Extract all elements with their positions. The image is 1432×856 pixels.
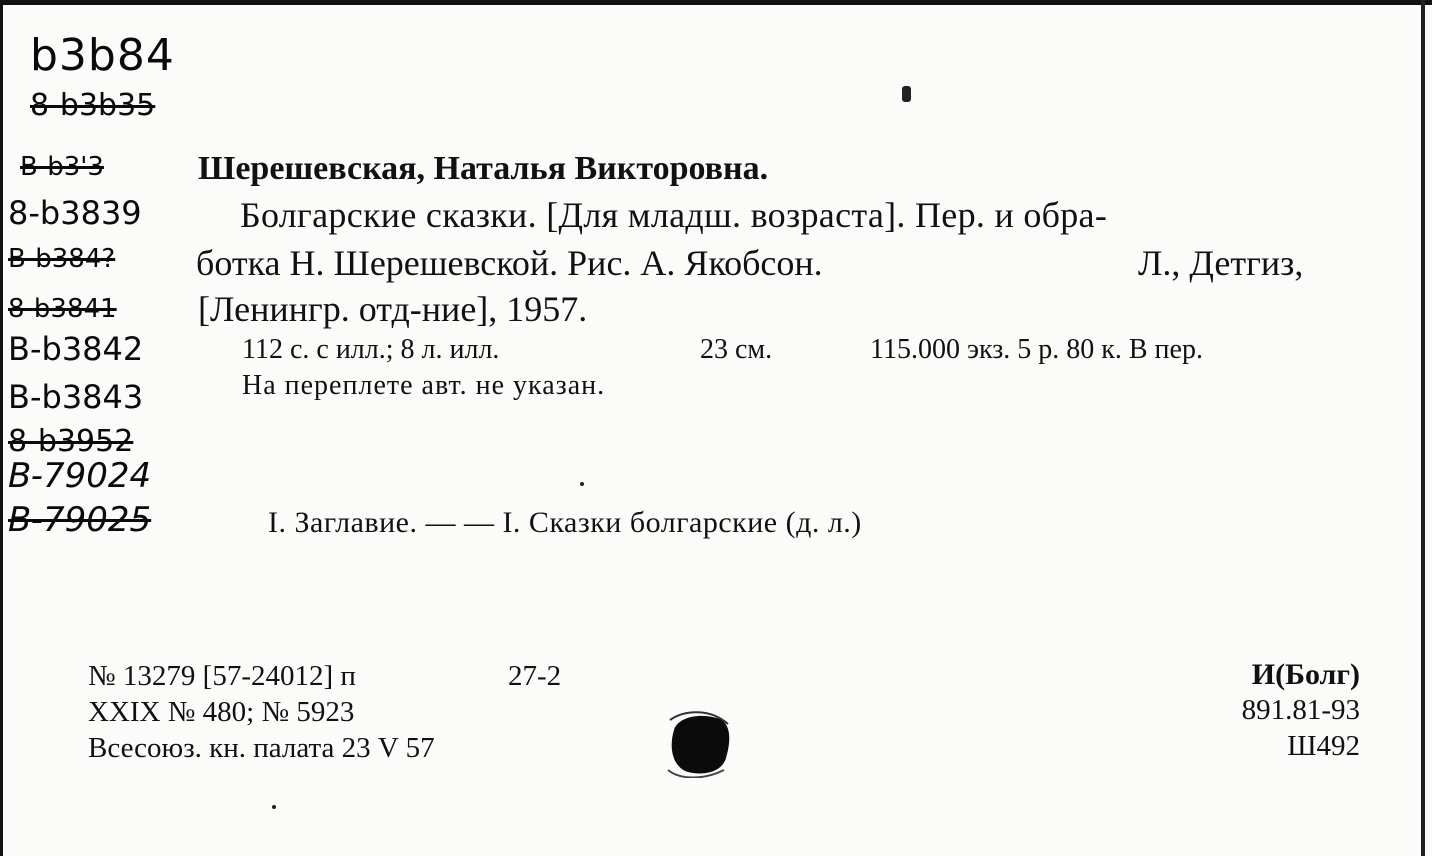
footer-registration: № 13279 [57-24012] п xyxy=(88,660,356,692)
handwritten-number-struck: B-b384? xyxy=(8,244,116,274)
note: На переплете авт. не указан. xyxy=(242,370,606,401)
card-left-edge xyxy=(0,0,3,856)
author-heading: Шерешевская, Наталья Викторовна. xyxy=(198,150,769,187)
handwritten-number-struck: 8-b3b35 xyxy=(30,88,156,123)
ink-speck xyxy=(272,805,276,809)
card-right-edge xyxy=(1421,0,1425,856)
card-top-edge xyxy=(0,0,1432,5)
title-line-continued: ботка Н. Шерешевской. Рис. А. Якобсон. xyxy=(196,243,823,283)
handwritten-number: B-79024 xyxy=(8,456,152,496)
handwritten-number-struck: B-b3'3 xyxy=(20,152,104,182)
print-run-price: 115.000 экз. 5 р. 80 к. В пер. xyxy=(870,334,1203,365)
handwritten-number-struck: B-79025 xyxy=(8,500,152,540)
handwritten-number-struck: 8-b3841 xyxy=(8,294,117,324)
classification-number: 891.81-93 xyxy=(1241,694,1360,726)
footer-numbers: XXIX № 480; № 5923 xyxy=(88,696,355,728)
punch-hole-icon xyxy=(664,710,734,778)
classification: И(Болг) xyxy=(1251,658,1360,691)
publisher: Л., Детгиз, xyxy=(1138,243,1304,283)
ink-speck xyxy=(580,482,584,486)
handwritten-number: b3b84 xyxy=(30,30,175,81)
footer-code: 27-2 xyxy=(508,660,562,692)
tracing: I. Заглавие. — — I. Сказки болгарские (д. л.) xyxy=(268,506,862,539)
handwritten-number-struck: 8-b3952 xyxy=(8,424,134,459)
handwritten-number: 8-b3839 xyxy=(8,194,142,232)
footer-chamber: Всесоюз. кн. палата 23 V 57 xyxy=(88,732,435,764)
dimensions: 23 см. xyxy=(700,334,773,365)
pagination: 112 с. с илл.; 8 л. илл. xyxy=(242,334,500,365)
title-line: Болгарские сказки. [Для младш. возраста]. Пер. и обра- xyxy=(240,195,1108,235)
author-mark: Ш492 xyxy=(1287,730,1360,762)
handwritten-number: B-b3843 xyxy=(8,378,144,416)
handwritten-number: B-b3842 xyxy=(8,330,144,368)
ink-speck xyxy=(902,86,911,102)
imprint-line: [Ленингр. отд-ние], 1957. xyxy=(198,289,588,329)
